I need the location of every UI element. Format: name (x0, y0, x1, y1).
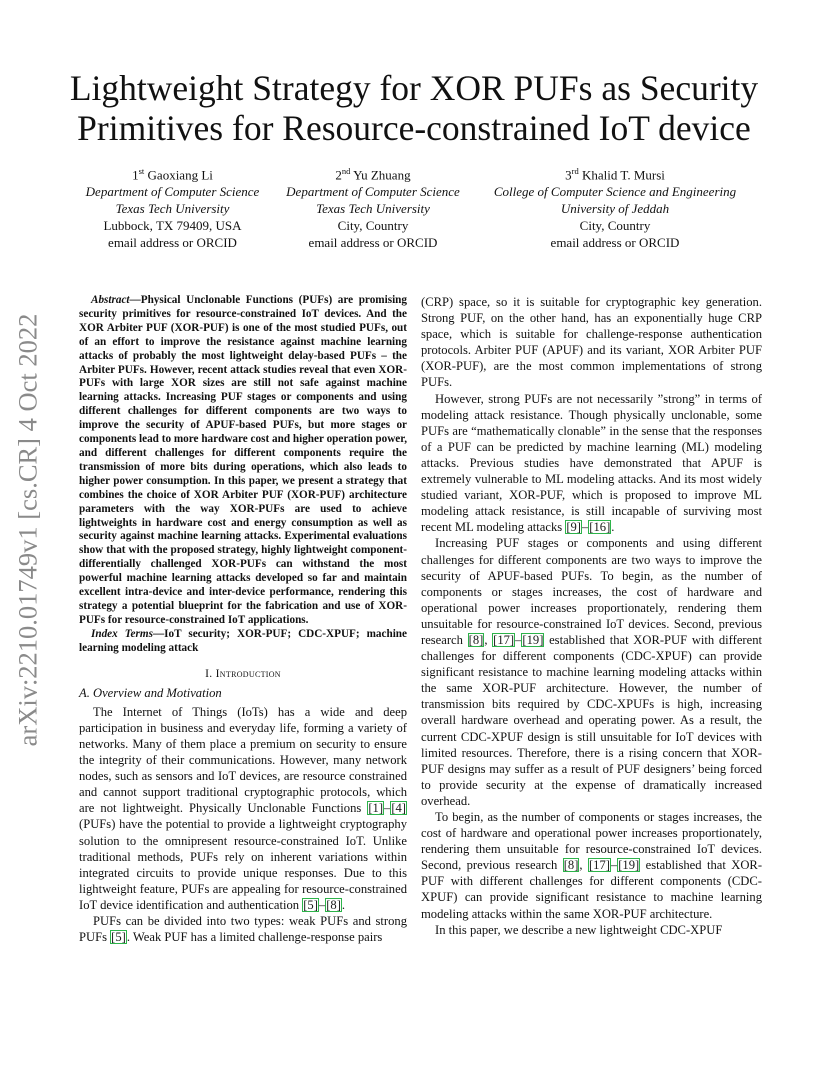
author-location: City, Country (579, 218, 651, 234)
paragraph-increasing-stages (421, 535, 762, 809)
index-terms-text: —IoT security; XOR-PUF; CDC-XPUF; machine learning modeling attack (79, 627, 407, 654)
author-ordinal-suffix: st (138, 166, 145, 176)
citation-link[interactable]: [5] (111, 930, 126, 945)
author-location: City, Country (337, 218, 409, 234)
citation-link[interactable]: [8] (326, 897, 341, 912)
author-name: Gaoxiang Li (147, 167, 213, 183)
paragraph-crp: (CRP) space, so it is suitable for cryptographic key generation. Strong PUF, on the other hand, has an exponentially huge CRP space, which is suitable for challenge-response authentication protocols. Arbiter PUF (APUF) and its variant, XOR Arbiter PUF (XOR-PUF), are the most common implementations of strong PUFs. (421, 295, 762, 390)
author-ordinal-suffix: nd (341, 166, 351, 176)
title-line-2: Primitives for Resource-constrained IoT device (77, 108, 751, 148)
citation-link[interactable]: [8] (563, 858, 579, 873)
right-column (421, 294, 762, 938)
citation-dash: – (582, 520, 589, 535)
author-contact: email address or ORCID (108, 235, 237, 251)
citation-link[interactable]: [4] (391, 801, 406, 816)
paragraph-text: Increasing PUF stages or components and using different challenges for different components are two ways to improve the security of APUF-based PUFs. To begin, as the number of components or stages increases, the cost of hardware and operational power increases proportionately, rendering them unsuitable for resource-constrained IoT devices. Second, previous research (421, 536, 762, 647)
citation-comma: , (579, 858, 588, 873)
paragraph-end: . (611, 520, 615, 535)
citation-dash: – (318, 897, 326, 912)
citation-dash: – (515, 632, 522, 647)
citation-link[interactable]: [9] (566, 520, 581, 535)
paragraph-text: (PUFs) have the potential to provide a lightweight cryptography solution to the omnipresent resource-constrained IoT. Unlike traditional methods, PUFs rely on inherent variations within integrated circuits to provide unique responses. Due to this lightweight feature, PUFs are appealing for resource-constrained IoT device identification and authentication (79, 817, 407, 912)
author-department: Department of Computer Science (286, 184, 460, 200)
author-contact: email address or ORCID (308, 235, 438, 251)
author-location: Lubbock, TX 79409, USA (103, 218, 242, 234)
paragraph-text: established that XOR-PUF with different challenges for different components (CDC-XPUF) can provide significant resistance to machine learning modeling attacks within the same XOR-PUF architecture. (421, 858, 763, 921)
abstract-text: —Physical Unclonable Functions (PUFs) are promising security primitives for resource-constrained IoT devices. And the XOR Arbiter PUF (XOR-PUF) is one of the most studied PUFs, out of an effort to improve the resistance against machine learning attacks of probably the most lightweight delay-based PUFs – the Arbiter PUFs. However, recent attack studies reveal that even XOR-PUFs with large XOR sizes are still not safe against machine learning attacks. Increasing PUF stages or components and using different challenges for different components are two ways to improve the security of APUF-based PUFs, but more stages or components lead to more hardware cost and higher operation power, and different challenges for different components require the transmission of more bits during operations, which also leads to higher power consumption. In this paper, we present a strategy that combines the choice of XOR Arbiter PUF (XOR-PUF) architecture parameters with the way XOR-PUFs are used to achieve lightweights in hardware cost and energy consumption as well as security against machine learning attacks. Experimental evaluations show that with the proposed strategy, highly lightweight component-differentially challenged XOR-PUFs can withstand the most powerful machine learning attacks developed so far and maintain excellent intra-device and inter-device performance, rendering this strategy a potential blueprint for the fabrication and use of XOR-PUFs for resource-constrained IoT applications. (79, 294, 407, 626)
citation-link[interactable]: [5] (303, 897, 318, 912)
paragraph-puf-types (79, 913, 407, 945)
author-block-2 (278, 163, 468, 251)
paragraph-text: established that XOR-PUF with different challenges for different components (CDC-XPUF) can provide significant resistance to machine learning modeling attacks within the same XOR-PUF architecture. However, the number of transmission bits required by CDC-XPUFs is high, increasing overall hardware overhead and operating power. As a result, the current CDC-XPUF design is still unsuitable for IoT devices with limited resources. Therefore, there is a rising concern that XOR-PUF designs may suffer as a result of PUF designers’ being forced to provide security at the expense of dramatically increased overhead. (421, 632, 763, 808)
author-ordinal-suffix: rd (571, 166, 579, 176)
paragraph-text: . Weak PUF has a limited challenge-response pairs (126, 930, 383, 945)
paragraph-iot (79, 704, 407, 913)
author-university: Texas Tech University (316, 201, 430, 217)
citation-link[interactable]: [17] (588, 858, 610, 873)
paper-title (40, 68, 788, 148)
citation-link[interactable]: [1] (368, 801, 384, 816)
paragraph-text: However, strong PUFs are not necessarily ”strong” in terms of modeling attack resistance. Though physically unclonable, some PUFs are “mathematically clonable” in the sense that the responses of a PUF can be predicted by machine learning (ML) modeling attacks. Previous studies have demonstrated that APUF is extremely vulnerable to ML modeling attacks. And its most widely studied variant, XOR-PUF, which is proposed to improve ML modeling attack resistance, is still incapable of surviving most recent ML modeling attacks (421, 391, 762, 535)
author-university: Texas Tech University (115, 201, 230, 217)
author-block-1 (75, 163, 270, 251)
citation-link[interactable]: [8] (468, 632, 484, 647)
author-name: Yu Zhuang (353, 167, 411, 183)
citation-dash: – (610, 858, 618, 873)
paragraph-text: To begin, as the number of components or stages increases, the cost of hardware and operational power increases proportionately, rendering them unsuitable for resource-constrained IoT devices. Second, previous research (421, 810, 762, 873)
citation-link[interactable]: [19] (618, 858, 640, 873)
author-university: University of Jeddah (560, 201, 670, 217)
paragraph-text: PUFs can be divided into two types: weak PUFs and strong PUFs (79, 913, 407, 945)
citation-comma: , (484, 632, 493, 647)
citation-link[interactable]: [19] (522, 632, 544, 647)
paragraph-end: . (341, 897, 346, 912)
arxiv-stamp-text: arXiv:2210.01749v1 [cs.CR] 4 Oct 2022 (12, 313, 43, 747)
author-department: College of Computer Science and Engineering (493, 184, 737, 200)
author-contact: email address or ORCID (550, 235, 680, 251)
author-name: Khalid T. Mursi (581, 167, 665, 183)
index-terms (79, 628, 407, 656)
author-department: Department of Computer Science (85, 184, 260, 200)
subsection-heading-overview: A. Overview and Motivation (79, 685, 222, 700)
citation-link[interactable]: [17] (493, 632, 515, 647)
abstract-label: Abstract (91, 294, 130, 306)
paragraph-this-paper: In this paper, we describe a new lightweight CDC-XPUF (435, 922, 723, 937)
section-heading-introduction: I. Introduction (205, 666, 281, 680)
citation-link[interactable]: [16] (589, 520, 611, 535)
paragraph-strong-puf (421, 391, 762, 536)
author-block-3 (480, 163, 750, 251)
index-terms-label: Index Terms (91, 627, 153, 640)
left-column (79, 294, 407, 945)
author-ordinal: 2 (335, 167, 342, 183)
citation-dash: – (384, 801, 391, 816)
paragraph-text: The Internet of Things (IoTs) has a wide and deep participation in business and everyday life, forming a variety of networks. Many of them place a premium on security to ensure the integrity of their communications. However, many network nodes, such as sensors and IoT devices, are resource constrained and cannot support traditional cryptographic protocols, which are not lightweight. Physically Unclonable Functions (79, 704, 407, 816)
abstract (79, 294, 407, 628)
author-ordinal: 3 (565, 167, 572, 183)
arxiv-stamp (8, 300, 48, 760)
paragraph-to-begin (421, 809, 762, 922)
author-ordinal: 1 (132, 167, 139, 183)
title-line-1: Lightweight Strategy for XOR PUFs as Security (69, 68, 759, 108)
